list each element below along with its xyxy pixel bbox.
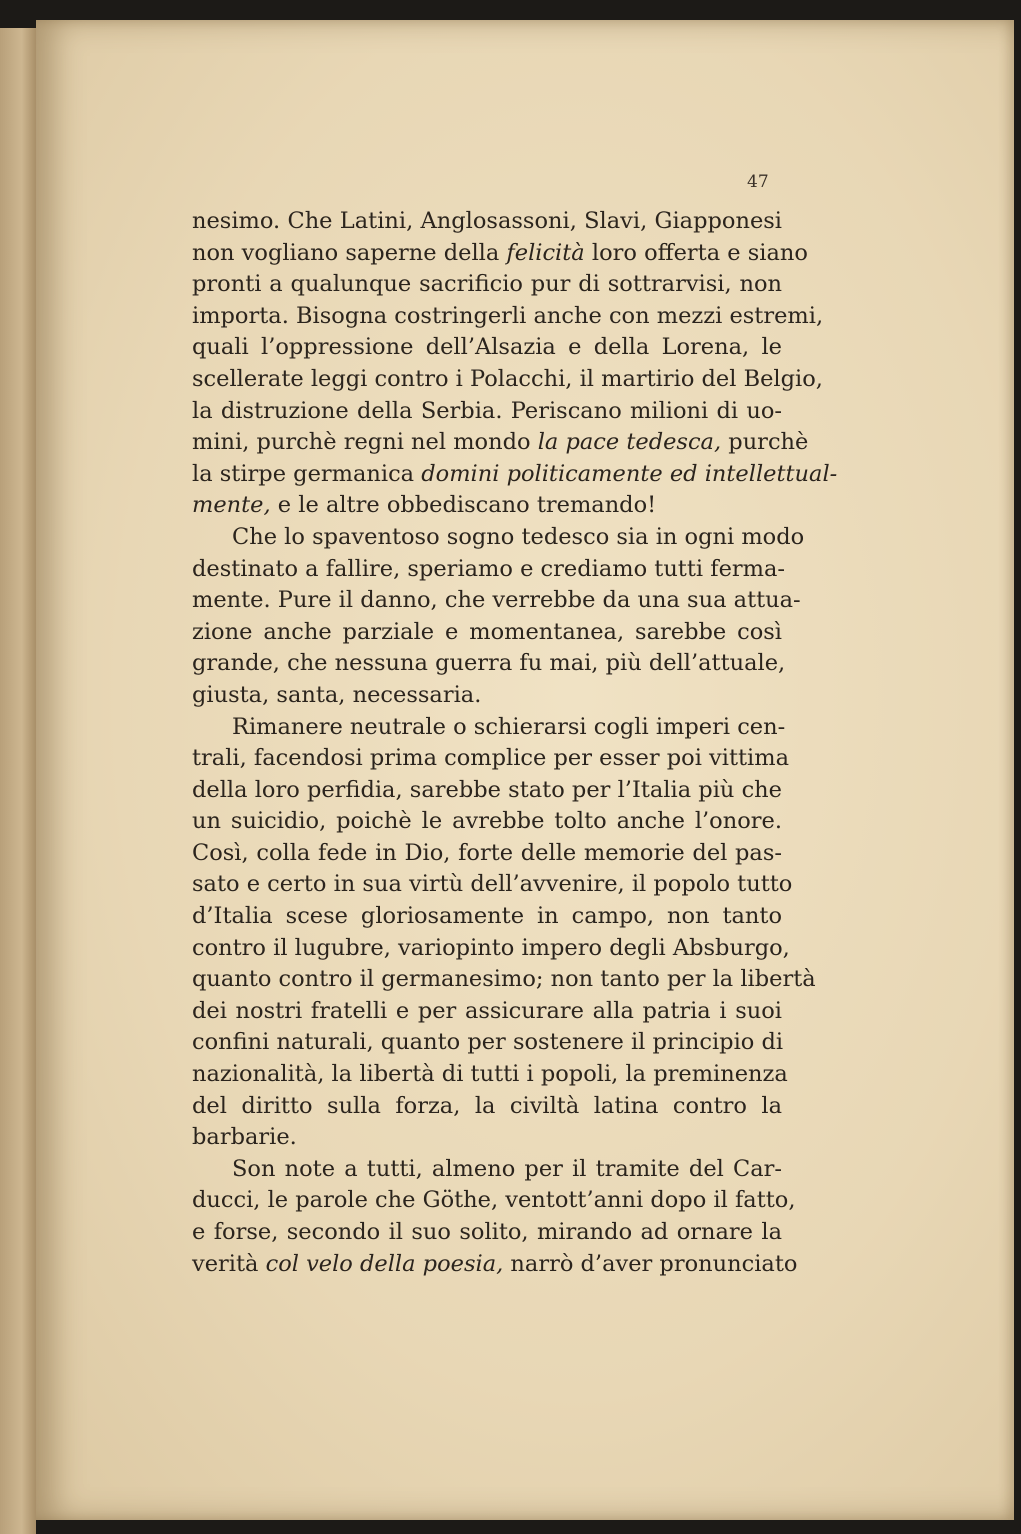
text-line — [192, 396, 782, 428]
text-run: mini, purchè regni nel mondo — [192, 429, 538, 456]
text-line — [192, 712, 786, 744]
text-line — [192, 1154, 782, 1186]
text-line — [192, 459, 838, 491]
text-run: e le altre obbediscano tremando! — [270, 492, 657, 519]
text-line — [192, 1185, 796, 1217]
paragraph-1 — [192, 206, 838, 522]
text-line — [192, 806, 782, 838]
paragraph-3 — [192, 712, 816, 1154]
text-line — [192, 1217, 782, 1249]
text-line — [192, 490, 782, 522]
text-run: contro il lugubre, variopinto impero degli Absburgo, — [192, 934, 790, 961]
text-run: nazionalità, la libertà di tutti i popoli, la preminenza — [192, 1061, 788, 1088]
text-run: mente. Pure il danno, che verrebbe da una sua attua- — [192, 587, 801, 614]
italic-text: la pace tedesca, — [537, 429, 722, 456]
text-run: un suicidio, poichè le avrebbe tolto anche l’onore. — [192, 808, 782, 835]
facing-page-edge — [0, 28, 36, 1534]
text-run: pronti a qualunque sacrificio pur di sottrarvisi, non — [192, 271, 782, 298]
text-run: purchè — [721, 429, 809, 456]
text-run: trali, facendosi prima complice per esser poi vittima — [192, 745, 789, 772]
text-line — [192, 869, 793, 901]
text-run: quanto contro il germanesimo; non tanto per la libertà — [192, 966, 816, 993]
text-line — [192, 775, 782, 807]
text-line — [192, 522, 805, 554]
text-run: giusta, santa, necessaria. — [192, 681, 482, 708]
text-run: barbarie. — [192, 1124, 297, 1151]
text-line — [192, 1249, 798, 1281]
text-line — [192, 585, 801, 617]
text-line — [192, 648, 786, 680]
paragraph-2 — [192, 522, 805, 712]
text-line — [192, 1059, 788, 1091]
italic-text: mente, — [192, 492, 271, 519]
text-run: la stirpe germanica — [192, 460, 422, 487]
text-run: non vogliano saperne della — [192, 239, 507, 266]
text-run: ducci, le parole che Göthe, ventott’anni dopo il fatto, — [192, 1187, 796, 1214]
text-run: e forse, secondo il suo solito, mirando ad ornare la — [192, 1219, 782, 1245]
text-run: della loro perfidia, sarebbe stato per l’Italia più che — [192, 776, 782, 803]
text-run: zione anche parziale e momentanea, sarebbe così — [192, 618, 782, 645]
text-run: scellerate leggi contro i Polacchi, il martirio del Belgio, — [192, 365, 823, 392]
text-run: confini naturali, quanto per sostenere il principio di — [192, 1029, 784, 1056]
text-line — [192, 901, 782, 933]
text-run: Così, colla fede in Dio, forte delle memorie del pas- — [192, 839, 782, 866]
text-run: Son note a tutti, almeno per il tramite del Car- — [232, 1155, 782, 1182]
text-run: verità — [192, 1250, 266, 1277]
text-run: importa. Bisogna costringerli anche con mezzi estremi, — [192, 302, 824, 329]
page-number: 47 — [747, 172, 769, 192]
text-line — [192, 206, 782, 238]
text-line — [192, 364, 823, 396]
text-run: nesimo. Che Latini, Anglosassoni, Slavi, Giapponesi — [192, 208, 782, 234]
text-run: narrò d’aver pronunciato — [503, 1250, 798, 1277]
text-run: la distruzione della Serbia. Periscano milioni di uo- — [192, 397, 782, 424]
text-line — [192, 964, 816, 996]
text-run: del diritto sulla forza, la civiltà latina contro la — [192, 1092, 782, 1119]
text-line — [192, 838, 782, 870]
text-run: destinato a fallire, speriamo e crediamo tutti ferma- — [192, 555, 785, 582]
text-run: sato e certo in sua virtù dell’avvenire, il popolo tutto — [192, 871, 793, 898]
text-line — [192, 743, 789, 775]
text-line — [192, 1027, 782, 1059]
text-line — [192, 933, 790, 965]
text-run: Che lo spaventoso sogno tedesco sia in ogni modo — [232, 523, 805, 550]
italic-text: col velo della poesia, — [265, 1250, 504, 1277]
text-line — [192, 617, 782, 649]
text-line — [192, 554, 785, 586]
text-line — [192, 238, 808, 270]
text-run: loro offerta e siano — [584, 239, 808, 266]
body-text — [192, 206, 838, 1280]
text-run: d’Italia scese gloriosamente in campo, non tanto — [192, 903, 782, 930]
paragraph-4 — [192, 1154, 798, 1280]
text-run: Rimanere neutrale o schierarsi cogli imperi cen- — [232, 713, 786, 740]
italic-text: domini politicamente ed intellettual- — [421, 460, 838, 487]
text-run: quali l’oppressione dell’Alsazia e della Lorena, le — [192, 334, 782, 361]
text-line — [192, 427, 809, 459]
text-line — [192, 1091, 782, 1123]
text-run: grande, che nessuna guerra fu mai, più dell’attuale, — [192, 650, 786, 677]
text-line — [192, 680, 782, 712]
text-line — [192, 1122, 782, 1154]
text-line — [192, 996, 782, 1028]
text-line — [192, 301, 824, 333]
text-run: dei nostri fratelli e per assicurare alla patria i suoi — [192, 997, 782, 1024]
text-line — [192, 269, 782, 301]
text-line — [192, 332, 782, 364]
italic-text: felicità — [506, 239, 585, 266]
